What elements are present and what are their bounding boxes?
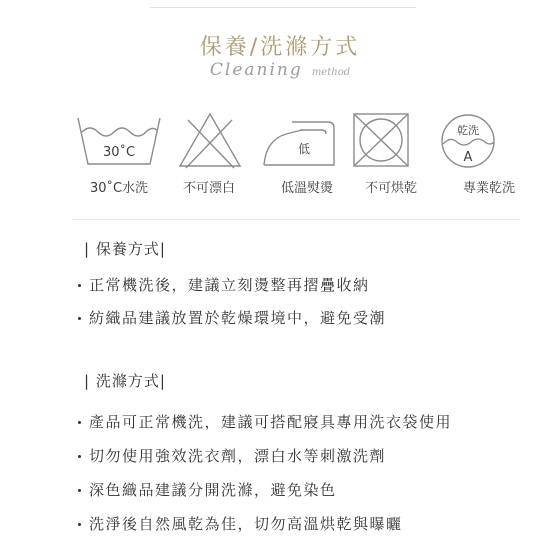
maintenance-list (76, 275, 386, 328)
list-item-text: 洗淨後自然風乾為佳，切勿高溫烘乾與曝曬 (89, 515, 403, 533)
list-item (76, 446, 452, 466)
list-item (76, 514, 452, 534)
subtitle-cleaning: Cleaning (209, 60, 303, 80)
page-title: 保養/洗滌方式 (199, 35, 361, 60)
care-item-no-bleach (174, 110, 260, 200)
dry-clean-grade-text: A (463, 150, 473, 165)
no-bleach-triangle-icon (174, 110, 260, 170)
washing-heading: | 洗滌方式| (84, 372, 166, 390)
list-item (76, 480, 452, 500)
bullet-dot-icon (78, 523, 81, 526)
page-subtitle (0, 60, 560, 80)
subtitle-method: method (311, 67, 351, 78)
top-divider (150, 7, 416, 8)
care-item-wash (76, 110, 162, 200)
list-item (76, 412, 452, 432)
dry-clean-a-icon (438, 110, 524, 170)
bullet-dot-icon (78, 317, 81, 320)
bullet-dot-icon (78, 489, 81, 492)
low-heat-iron-icon (262, 110, 348, 170)
care-label-wash: 30˚C水洗 (89, 181, 149, 196)
list-item-text: 紡織品建議放置於乾燥環境中，避免受潮 (89, 309, 387, 327)
list-item-text: 產品可正常機洗，建議可搭配寢具專用洗衣袋使用 (89, 413, 453, 431)
no-tumble-dry-icon (350, 110, 436, 170)
section-divider (72, 219, 520, 220)
care-label-iron: 低溫熨燙 (280, 181, 333, 196)
care-label-dry-clean: 專業乾洗 (462, 181, 515, 196)
bullet-dot-icon (78, 455, 81, 458)
care-label-no-bleach: 不可漂白 (182, 181, 235, 196)
care-label-no-dry: 不可烘乾 (364, 181, 417, 196)
bullet-dot-icon (78, 284, 81, 287)
care-symbols-row (76, 110, 515, 200)
list-item (76, 275, 386, 295)
list-item-text: 切勿使用強效洗衣劑，漂白水等刺激洗劑 (89, 447, 387, 465)
care-item-no-dry (350, 110, 436, 200)
iron-low-text: 低 (297, 142, 311, 156)
dry-clean-top-text: 乾洗 (457, 124, 479, 137)
maintenance-heading: | 保養方式| (84, 240, 166, 258)
bullet-dot-icon (78, 421, 81, 424)
list-item-text: 正常機洗後，建議立刻燙整再摺疊收納 (89, 276, 370, 294)
list-item-text: 深色織品建議分開洗滌，避免染色 (89, 481, 337, 499)
wash-temp-text: 30˚C (102, 145, 136, 160)
washing-list (76, 412, 452, 534)
care-item-dry-clean (438, 110, 524, 200)
care-item-iron (262, 110, 348, 200)
wash-basin-30c-icon (76, 110, 162, 170)
list-item (76, 308, 386, 328)
